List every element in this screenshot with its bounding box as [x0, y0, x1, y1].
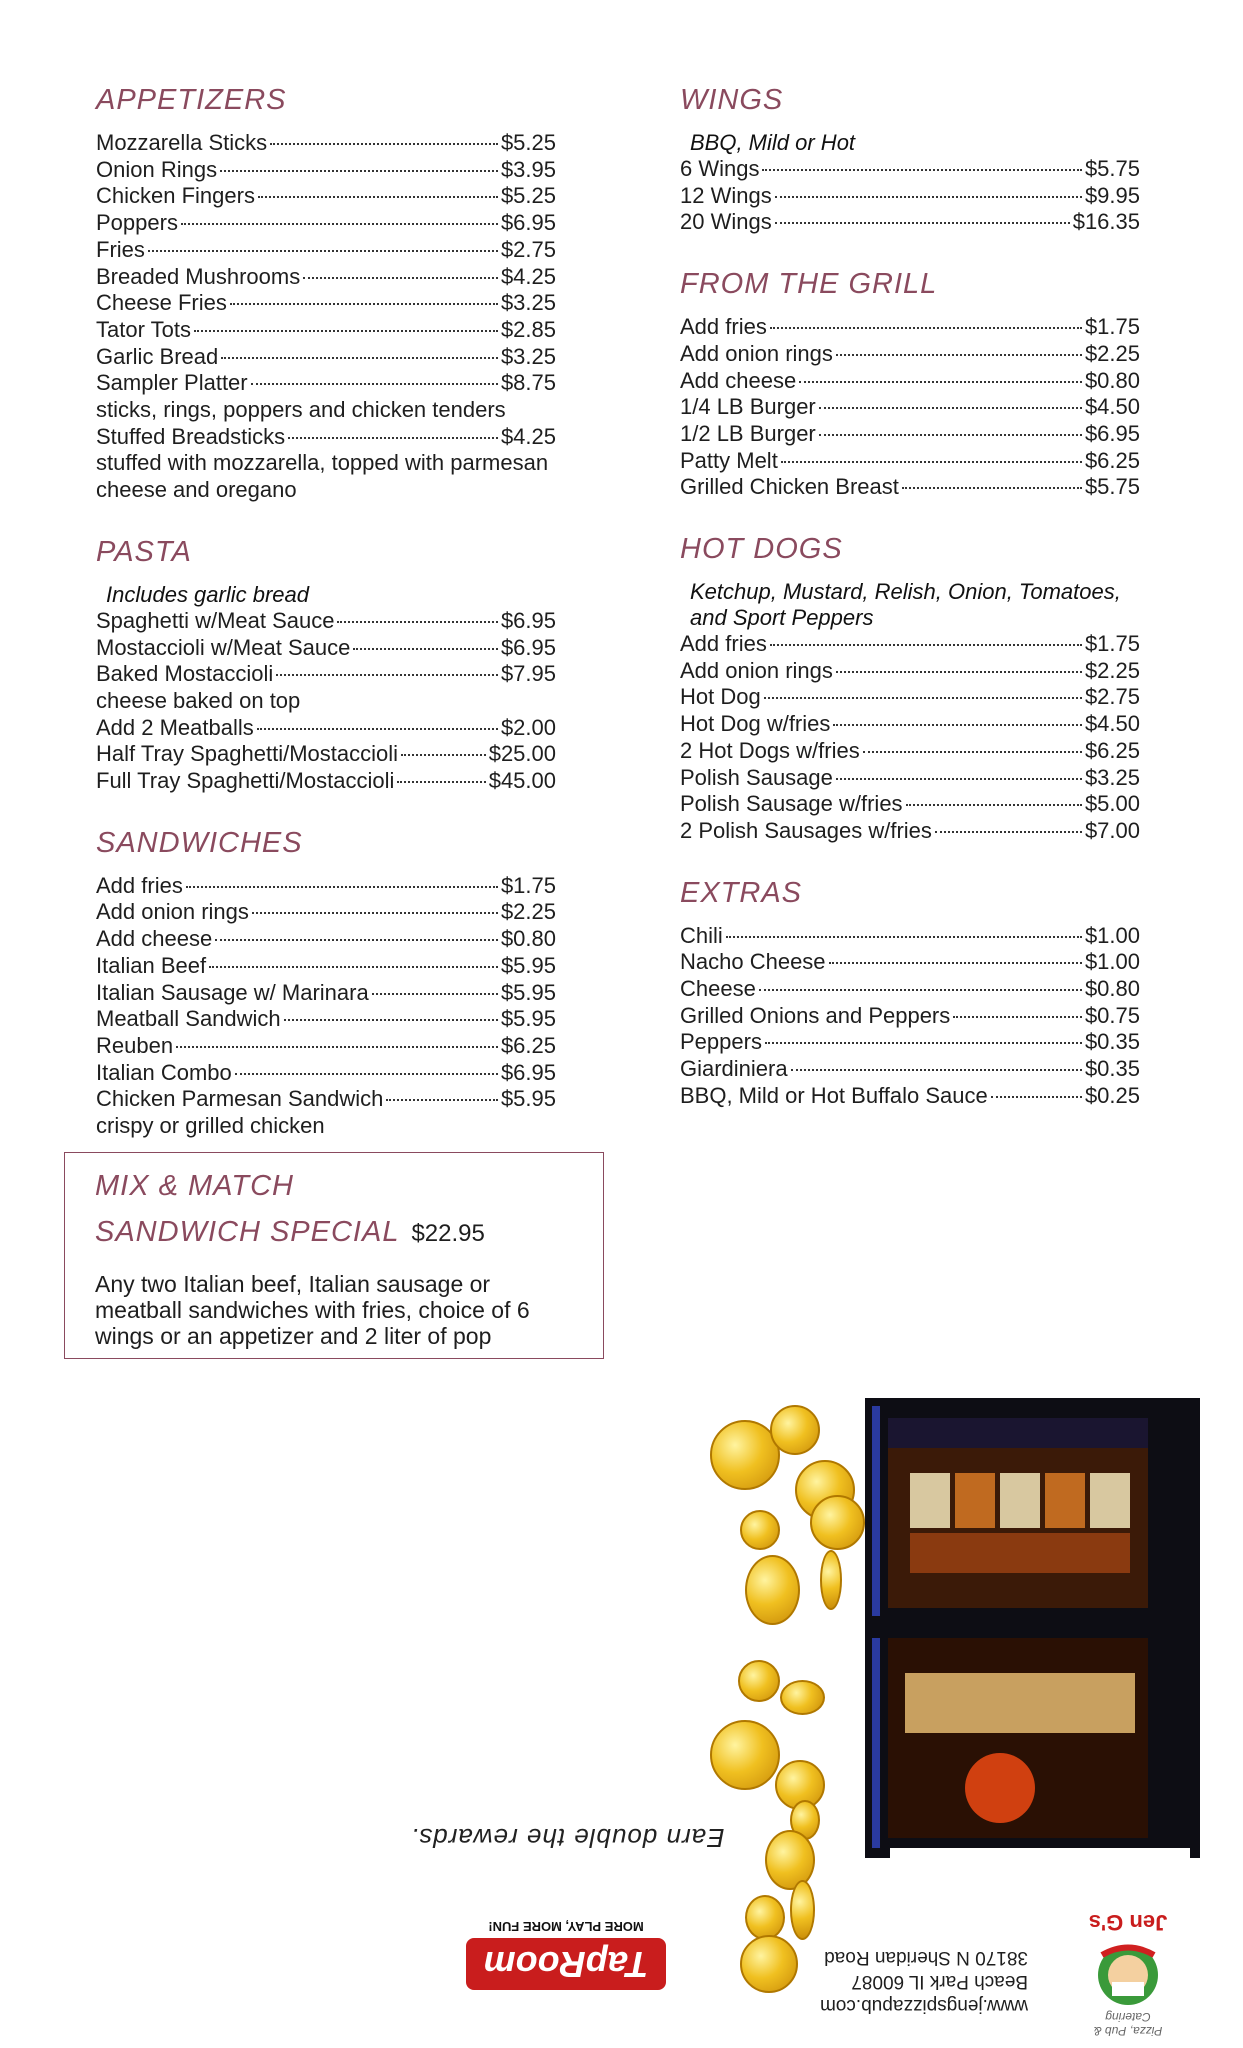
menu-item	[680, 1029, 1140, 1056]
dot-leader	[726, 936, 1082, 938]
dot-leader	[764, 697, 1082, 699]
gold-coin	[780, 1680, 825, 1715]
grill-list	[680, 314, 1140, 501]
item-price: $3.25	[500, 343, 556, 369]
dot-leader	[235, 1073, 498, 1075]
item-name: 1/4 LB Burger	[680, 394, 816, 420]
menu-item	[96, 157, 556, 184]
item-name: Polish Sausage	[680, 764, 833, 790]
item-price: $2.85	[500, 316, 556, 342]
reel-symbol	[1045, 1473, 1085, 1528]
dot-leader	[372, 993, 498, 995]
item-price: $3.95	[500, 156, 556, 182]
item-name: Cheese	[680, 976, 756, 1002]
menu-item	[96, 953, 556, 980]
menu-item	[680, 448, 1140, 475]
menu-item	[96, 130, 556, 157]
menu-item	[680, 394, 1140, 421]
menu-item	[96, 370, 556, 397]
hotdogs-list	[680, 631, 1140, 845]
wings-note: BBQ, Mild or Hot	[690, 130, 856, 155]
item-name: Breaded Mushrooms	[96, 263, 301, 289]
menu-item	[680, 314, 1140, 341]
taproom-logo	[466, 1910, 666, 1990]
mix-match-special	[64, 1152, 604, 1359]
jen-gs-name: Jen G's	[1088, 1910, 1168, 1935]
item-price: $7.00	[1084, 817, 1140, 843]
item-name: Poppers	[96, 210, 178, 236]
dot-leader	[252, 912, 498, 914]
dot-leader	[251, 383, 498, 385]
sandwiches-section	[96, 823, 556, 1140]
address-line-1: 38170 N Sheridan Road	[824, 1947, 1029, 1968]
ad-tagline: Earn double the rewards.	[410, 1823, 725, 1853]
item-price: $0.35	[1084, 1056, 1140, 1082]
dot-leader	[270, 143, 498, 145]
menu-item	[680, 209, 1140, 236]
menu-item	[96, 980, 556, 1007]
item-price: $6.25	[1084, 737, 1140, 763]
pasta-list-2	[96, 715, 556, 795]
jen-gs-tagline: Pizza, Pub & Catering	[1093, 2010, 1163, 2038]
menu-item	[680, 976, 1140, 1003]
item-name: Cheese Fries	[96, 290, 227, 316]
item-price: $6.95	[500, 1059, 556, 1085]
item-price: $2.25	[1084, 657, 1140, 683]
item-price: $5.75	[1084, 156, 1140, 181]
dot-leader	[791, 1069, 1082, 1071]
chef-icon	[1082, 1940, 1174, 2010]
menu-item	[680, 368, 1140, 395]
item-price: $2.75	[1084, 684, 1140, 710]
item-name: Meatball Sandwich	[96, 1006, 281, 1032]
item-price: $4.25	[500, 423, 556, 449]
pasta-note: Includes garlic bread	[106, 581, 310, 607]
menu-item	[680, 949, 1140, 976]
item-name: 6 Wings	[680, 156, 760, 181]
extras-section	[680, 873, 1140, 1110]
menu-item	[96, 317, 556, 344]
stuffed-desc-1: stuffed with mozzarella, topped with parmesan	[96, 450, 549, 476]
menu-item	[680, 421, 1140, 448]
item-name: BBQ, Mild or Hot Buffalo Sauce	[680, 1082, 988, 1108]
item-name: Sampler Platter	[96, 370, 248, 396]
dot-leader	[181, 223, 498, 225]
dot-leader	[288, 437, 498, 439]
item-price: $3.25	[1084, 764, 1140, 790]
menu-item	[680, 818, 1140, 845]
special-price: $22.95	[411, 1220, 485, 1247]
item-name: Add fries	[680, 631, 767, 657]
dot-leader	[833, 724, 1082, 726]
pasta-title: PASTA	[96, 535, 192, 568]
menu-item	[680, 684, 1140, 711]
item-name: 12 Wings	[680, 182, 772, 208]
machine-base	[890, 1848, 1190, 1858]
menu-item	[96, 290, 556, 317]
dot-leader	[819, 407, 1082, 409]
chicken-desc: crispy or grilled chicken	[96, 1113, 325, 1139]
item-name: Mostaccioli w/Meat Sauce	[96, 634, 351, 660]
menu-item	[680, 658, 1140, 685]
menu-item	[680, 791, 1140, 818]
item-name: Half Tray Spaghetti/Mostaccioli	[96, 741, 399, 767]
item-price: $0.80	[1084, 367, 1140, 393]
item-price: $7.95	[500, 661, 556, 687]
item-price: $0.80	[500, 926, 556, 952]
item-name: Garlic Bread	[96, 343, 219, 369]
dot-leader	[906, 804, 1082, 806]
dot-leader	[353, 648, 498, 650]
dot-leader	[230, 303, 498, 305]
menu-item	[96, 183, 556, 210]
item-name: Fries	[96, 236, 145, 262]
item-name: Baked Mostaccioli	[96, 661, 274, 687]
jen-gs-logo	[1082, 1910, 1174, 2038]
item-price: $8.75	[500, 370, 556, 396]
menu-item	[96, 608, 556, 635]
dot-leader	[209, 966, 498, 968]
item-price: $9.95	[1084, 182, 1140, 208]
menu-item-stuffed-breadsticks	[96, 424, 556, 451]
item-price: $2.00	[500, 714, 556, 740]
menu-item	[96, 1086, 556, 1113]
item-price: $5.95	[500, 979, 556, 1005]
item-name: 2 Hot Dogs w/fries	[680, 737, 860, 763]
machine-side-light	[872, 1638, 880, 1848]
dot-leader	[836, 778, 1082, 780]
item-name: 1/2 LB Burger	[680, 420, 816, 446]
item-name: Giardiniera	[680, 1056, 788, 1082]
hotdogs-section	[680, 529, 1140, 845]
menu-item	[96, 635, 556, 662]
menu-item	[96, 264, 556, 291]
item-price: $0.25	[1084, 1082, 1140, 1108]
right-column	[680, 80, 1140, 1138]
wings-title: WINGS	[680, 84, 784, 116]
item-price: $5.95	[500, 1086, 556, 1112]
menu-item	[96, 1060, 556, 1087]
item-name: Spaghetti w/Meat Sauce	[96, 607, 335, 633]
dot-leader	[991, 1096, 1082, 1098]
reel-symbol	[1090, 1473, 1130, 1528]
item-name: Add cheese	[680, 367, 797, 393]
pasta-list	[96, 608, 556, 688]
item-name: Italian Beef	[96, 952, 207, 978]
menu-item	[96, 661, 556, 688]
special-title-1: MIX & MATCH	[95, 1170, 294, 1202]
item-name: Add onion rings	[680, 340, 833, 366]
dot-leader	[902, 487, 1082, 489]
item-name: Patty Melt	[680, 447, 778, 473]
top-screen-header	[888, 1418, 1148, 1448]
item-price: $5.95	[500, 1006, 556, 1032]
item-price: $6.25	[500, 1032, 556, 1058]
item-price: $1.00	[1084, 949, 1140, 975]
pasta-section	[96, 532, 556, 795]
gold-coin	[738, 1660, 780, 1702]
item-name: Stuffed Breadsticks	[96, 423, 286, 449]
reel-row	[910, 1533, 1130, 1573]
item-price: $6.95	[500, 634, 556, 660]
item-name: Add onion rings	[680, 657, 833, 683]
item-name: Chicken Parmesan Sandwich	[96, 1086, 384, 1112]
dot-leader	[215, 939, 498, 941]
item-price: $16.35	[1072, 209, 1140, 235]
item-name: Hot Dog w/fries	[680, 711, 831, 737]
reel-symbol	[910, 1473, 950, 1528]
dot-leader	[221, 357, 498, 359]
dot-leader	[765, 1042, 1082, 1044]
item-name: Peppers	[680, 1029, 762, 1055]
item-price: $2.25	[1084, 340, 1140, 366]
item-name: Italian Sausage w/ Marinara	[96, 979, 369, 1005]
item-price: $3.25	[500, 290, 556, 316]
dot-leader	[775, 222, 1070, 224]
appetizers-list	[96, 130, 556, 397]
dot-leader	[781, 461, 1082, 463]
dot-leader	[759, 989, 1082, 991]
dot-leader	[337, 621, 497, 623]
special-title-2-row	[95, 1209, 573, 1257]
item-price: $5.00	[1084, 791, 1140, 817]
menu-item	[680, 156, 1140, 183]
dot-leader	[284, 1019, 498, 1021]
item-name: 2 Polish Sausages w/fries	[680, 817, 932, 843]
item-price: $2.25	[500, 899, 556, 925]
item-price: $25.00	[488, 741, 556, 767]
menu-item	[680, 1083, 1140, 1110]
dot-leader	[397, 781, 485, 783]
dot-leader	[819, 434, 1082, 436]
sampler-desc: sticks, rings, poppers and chicken tenders	[96, 397, 506, 423]
gold-coin	[745, 1895, 785, 1940]
flame-graphic	[965, 1753, 1035, 1823]
item-price: $5.75	[1084, 474, 1140, 500]
dot-leader	[186, 886, 498, 888]
item-name: Grilled Onions and Peppers	[680, 1002, 951, 1028]
item-price: $6.25	[1084, 447, 1140, 473]
sandwiches-title: SANDWICHES	[96, 826, 303, 859]
menu-item	[96, 1006, 556, 1033]
dot-leader	[770, 644, 1082, 646]
dot-leader	[176, 1046, 498, 1048]
item-price: $6.95	[500, 210, 556, 236]
menu-item	[96, 741, 556, 768]
menu-item	[96, 715, 556, 742]
item-price: $4.25	[500, 263, 556, 289]
menu-item	[96, 210, 556, 237]
hotdogs-title: HOT DOGS	[680, 533, 843, 566]
address-line-2: Beach Park IL 60087	[851, 1971, 1029, 1992]
appetizers-title: APPETIZERS	[96, 84, 287, 116]
item-name: Polish Sausage w/fries	[680, 791, 903, 817]
dot-leader	[829, 962, 1082, 964]
menu-item	[680, 1056, 1140, 1083]
wings-section	[680, 80, 1140, 236]
item-name: Chili	[680, 922, 723, 948]
dot-leader	[220, 170, 498, 172]
gold-coin	[770, 1405, 820, 1455]
menu-item	[96, 1033, 556, 1060]
extras-list	[680, 923, 1140, 1110]
gold-coin	[820, 1550, 842, 1610]
item-price: $2.75	[500, 236, 556, 262]
menu-item	[96, 344, 556, 371]
menu-item	[680, 765, 1140, 792]
contact-info	[820, 1945, 1028, 2017]
hotdogs-note-1: Ketchup, Mustard, Relish, Onion, Tomatoes,	[690, 579, 1121, 605]
stuffed-desc-2: cheese and oregano	[96, 477, 297, 503]
dot-leader	[836, 354, 1082, 356]
menu-item	[680, 923, 1140, 950]
item-price: $1.75	[1084, 314, 1140, 340]
item-price: $0.75	[1084, 1002, 1140, 1028]
item-price: $5.95	[500, 952, 556, 978]
menu-item	[680, 1003, 1140, 1030]
item-name: Add fries	[96, 872, 183, 898]
left-column	[96, 80, 556, 1168]
dot-leader	[935, 831, 1082, 833]
item-price: $5.25	[500, 183, 556, 209]
gold-coin	[740, 1935, 798, 1993]
dot-leader	[775, 196, 1082, 198]
dot-leader	[303, 277, 498, 279]
gold-coin	[790, 1880, 815, 1940]
machine-side-light	[872, 1406, 880, 1616]
dot-leader	[836, 671, 1082, 673]
dot-leader	[386, 1099, 498, 1101]
grill-section	[680, 264, 1140, 501]
item-name: Mozzarella Sticks	[96, 130, 268, 155]
dot-leader	[276, 674, 498, 676]
item-name: Reuben	[96, 1032, 174, 1058]
item-name: Full Tray Spaghetti/Mostaccioli	[96, 768, 395, 794]
dot-leader	[770, 327, 1082, 329]
menu-item	[96, 899, 556, 926]
item-price: $1.00	[1084, 922, 1140, 948]
menu-item	[96, 237, 556, 264]
item-price: $6.95	[500, 607, 556, 633]
menu-item	[680, 341, 1140, 368]
item-price: $4.50	[1084, 394, 1140, 420]
dot-leader	[863, 751, 1082, 753]
menu-item	[680, 474, 1140, 501]
item-name: Italian Combo	[96, 1059, 232, 1085]
dot-leader	[148, 250, 498, 252]
website-link[interactable]: www.jengspizzapub.com	[820, 1995, 1029, 2016]
menu-item	[96, 873, 556, 900]
item-name: Add 2 Meatballs	[96, 714, 254, 740]
dot-leader	[762, 169, 1081, 171]
item-name: Hot Dog	[680, 684, 761, 710]
dot-leader	[258, 196, 498, 198]
item-name: Grilled Chicken Breast	[680, 474, 899, 500]
sandwiches-list	[96, 873, 556, 1113]
extras-title: EXTRAS	[680, 876, 803, 909]
taproom-logo-text: TapRoom	[466, 1938, 666, 1990]
item-name: Add fries	[680, 314, 767, 340]
dot-leader	[257, 728, 498, 730]
dot-leader	[401, 754, 486, 756]
menu-item	[680, 183, 1140, 210]
item-price: $1.75	[500, 872, 556, 898]
item-price: $5.25	[500, 130, 556, 155]
gold-coin	[710, 1720, 780, 1790]
special-title-2: SANDWICH SPECIAL	[95, 1216, 400, 1248]
dot-leader	[194, 330, 498, 332]
hotdogs-note-2: and Sport Peppers	[690, 605, 874, 631]
menu-item	[96, 926, 556, 953]
item-name: Add onion rings	[96, 899, 249, 925]
baked-desc: cheese baked on top	[96, 687, 301, 713]
item-price: $45.00	[488, 768, 556, 794]
item-price: $6.95	[1084, 420, 1140, 446]
special-desc: Any two Italian beef, Italian sausage or meatball sandwiches with fries, choice of 6 wings or an appetizer and 2 liter of pop	[95, 1271, 530, 1349]
item-price: $0.80	[1084, 976, 1140, 1002]
dot-leader	[953, 1016, 1082, 1018]
gold-coin	[810, 1495, 865, 1550]
item-price: $0.35	[1084, 1029, 1140, 1055]
dot-leader	[799, 381, 1082, 383]
item-name: Tator Tots	[96, 316, 191, 342]
item-price: $1.75	[1084, 631, 1140, 657]
item-name: Add cheese	[96, 926, 213, 952]
wings-list	[680, 156, 1140, 236]
reel-symbol	[1000, 1473, 1040, 1528]
taproom-tagline: MORE PLAY, MORE FUN!	[488, 1919, 644, 1934]
gold-coin	[745, 1555, 800, 1625]
menu-item	[680, 631, 1140, 658]
reel-panel	[905, 1673, 1135, 1733]
gold-coin	[765, 1830, 815, 1890]
menu-item	[680, 738, 1140, 765]
item-name: Nacho Cheese	[680, 949, 826, 975]
menu-item	[680, 711, 1140, 738]
item-price: $4.50	[1084, 711, 1140, 737]
reel-symbol	[955, 1473, 995, 1528]
item-name: Chicken Fingers	[96, 183, 255, 209]
appetizers-section	[96, 80, 556, 504]
menu-item	[96, 768, 556, 795]
item-name: 20 Wings	[680, 209, 772, 235]
item-name: Onion Rings	[96, 156, 218, 182]
grill-title: FROM THE GRILL	[680, 268, 938, 301]
gold-coin	[740, 1510, 780, 1550]
